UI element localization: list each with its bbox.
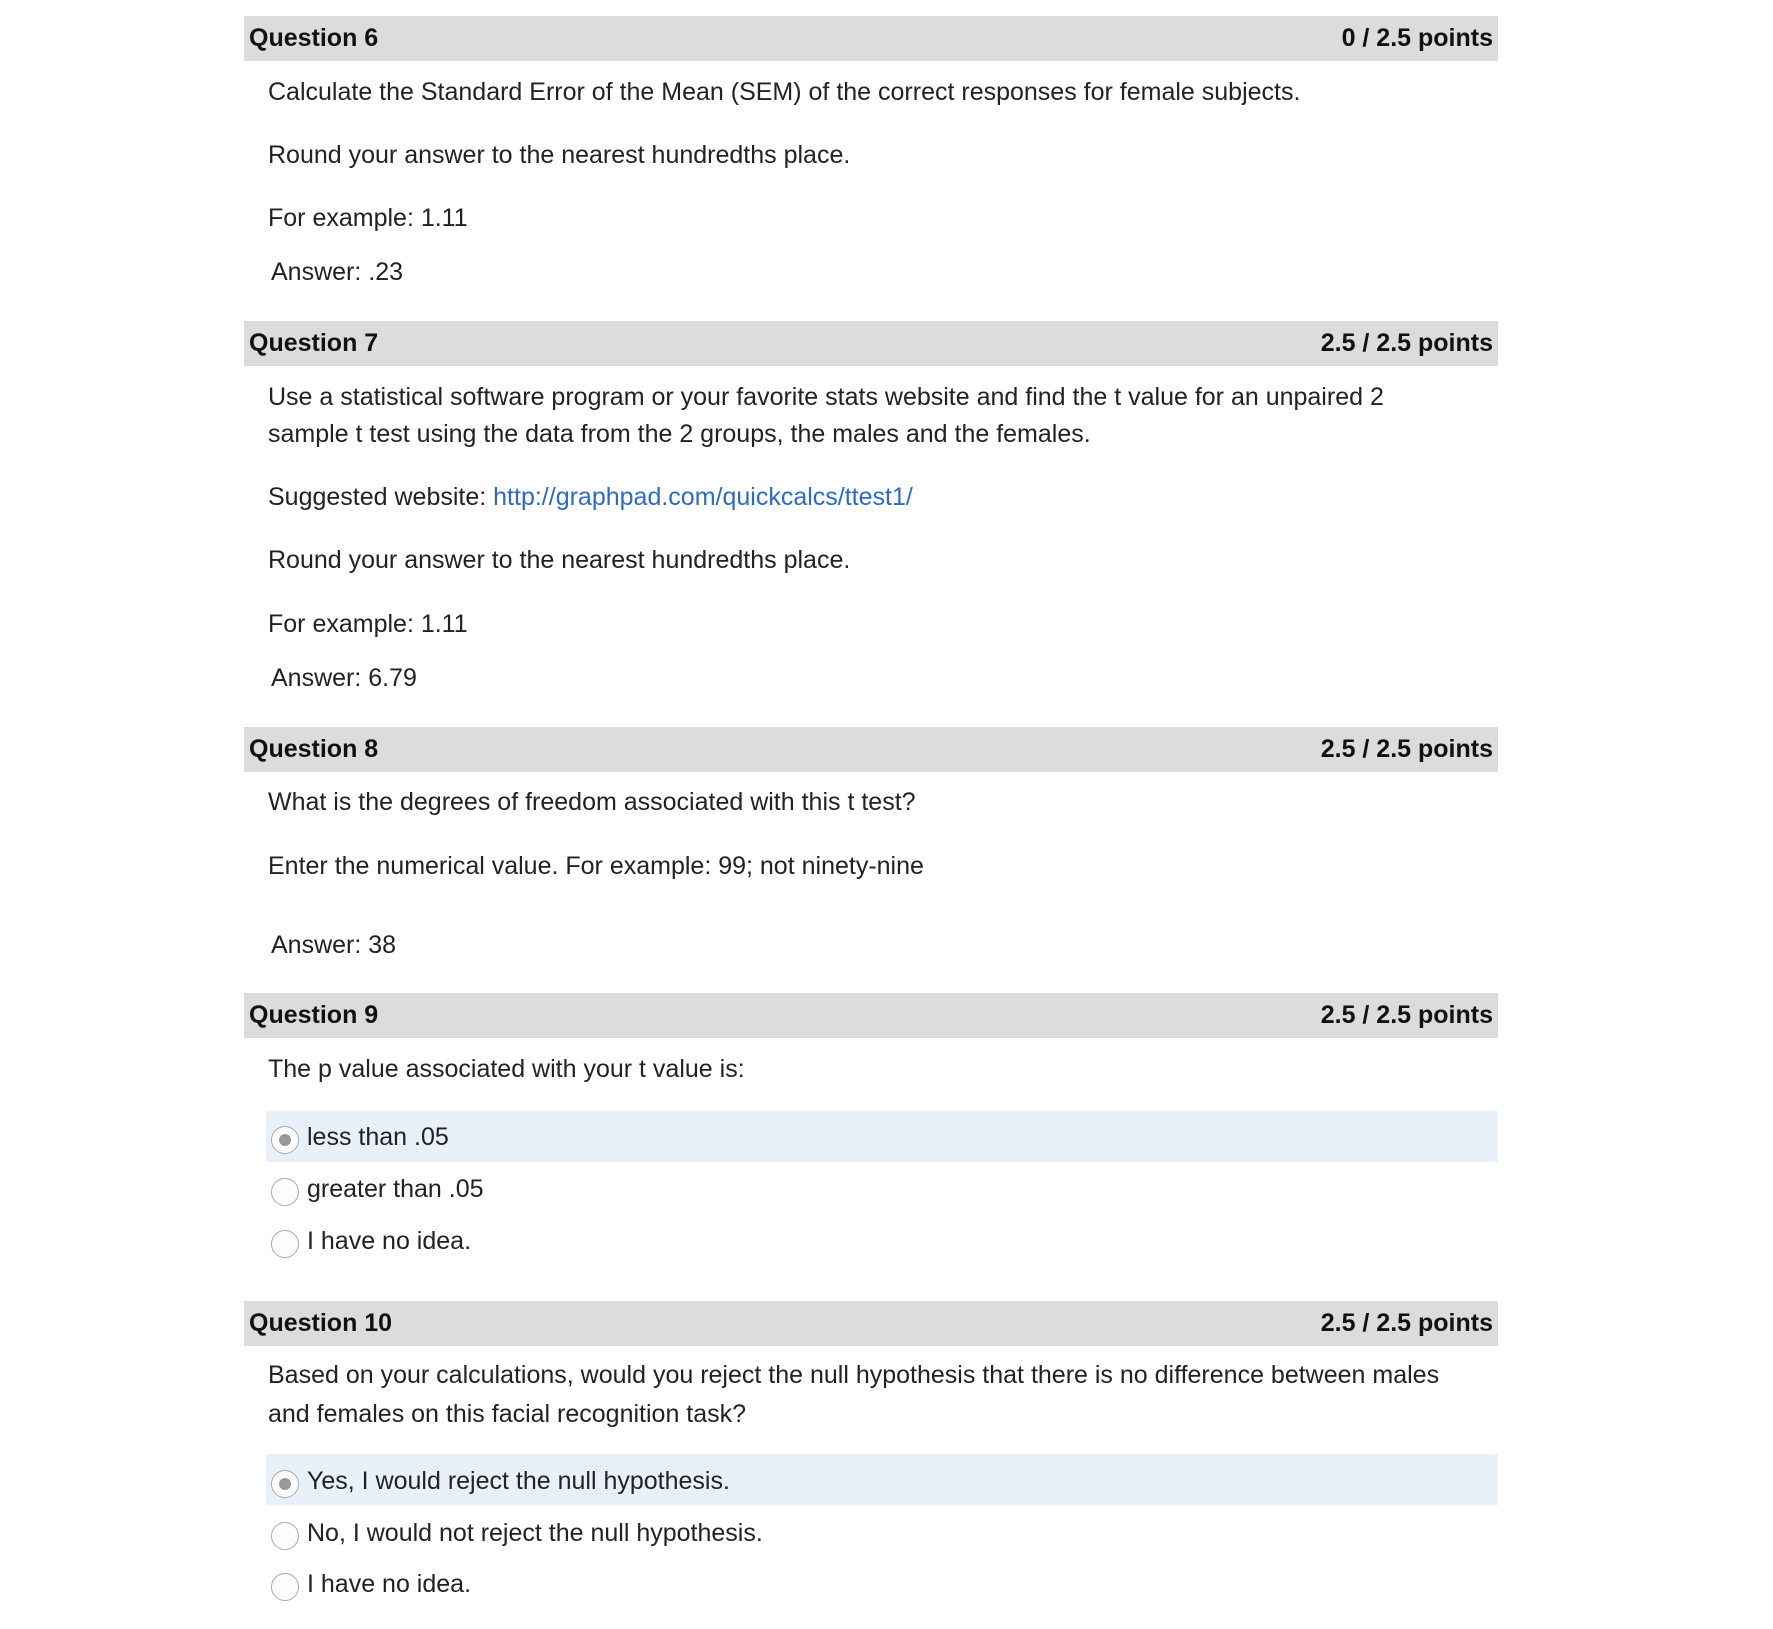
radio-icon[interactable] [271, 1573, 299, 1601]
question-text: and females on this facial recognition task? [268, 1400, 747, 1428]
question-8-header [244, 727, 1498, 772]
answer: Answer: 38 [271, 931, 397, 959]
option-label: Yes, I would reject the null hypothesis. [307, 1466, 730, 1495]
question-text: Enter the numerical value. For example: 99; not ninety-nine [268, 852, 924, 880]
answer: Answer: 6.79 [271, 664, 417, 692]
suggested-website [268, 479, 913, 515]
option-less-than-05[interactable] [271, 1119, 449, 1155]
question-text: For example: 1.11 [268, 610, 468, 638]
graphpad-link[interactable]: http://graphpad.com/quickcalcs/ttest1/ [493, 483, 913, 511]
question-9-header [244, 993, 1498, 1038]
option-label: I have no idea. [307, 1569, 472, 1598]
option-reject[interactable] [271, 1463, 730, 1499]
question-points: 2.5 / 2.5 points [1320, 329, 1493, 357]
option-no-idea[interactable] [271, 1566, 471, 1602]
option-not-reject[interactable] [271, 1515, 763, 1551]
radio-icon[interactable] [271, 1178, 299, 1206]
question-text: The p value associated with your t value is: [268, 1055, 745, 1083]
question-points: 2.5 / 2.5 points [1320, 1309, 1493, 1337]
radio-selected-icon[interactable] [271, 1470, 299, 1498]
question-text: Calculate the Standard Error of the Mean (SEM) of the correct responses for female subjects. [268, 78, 1301, 106]
option-label: less than .05 [307, 1122, 449, 1151]
question-points: 2.5 / 2.5 points [1320, 1001, 1493, 1029]
option-label: No, I would not reject the null hypothesis. [307, 1518, 763, 1547]
answer: Answer: .23 [271, 258, 404, 286]
question-title: Question 10 [249, 1309, 393, 1337]
question-10-header [244, 1301, 1498, 1346]
radio-icon[interactable] [271, 1230, 299, 1258]
radio-icon[interactable] [271, 1522, 299, 1550]
suggested-label: Suggested website: [268, 483, 494, 511]
question-text: Round your answer to the nearest hundredths place. [268, 141, 851, 169]
option-greater-than-05[interactable] [271, 1171, 484, 1207]
question-text: Round your answer to the nearest hundredths place. [268, 546, 851, 574]
radio-selected-icon[interactable] [271, 1126, 299, 1154]
option-no-idea[interactable] [271, 1223, 471, 1259]
question-7-header [244, 321, 1498, 366]
selected-option-highlight [266, 1111, 1498, 1162]
question-text: Based on your calculations, would you reject the null hypothesis that there is no difference between males [268, 1361, 1440, 1389]
question-text: Use a statistical software program or your favorite stats website and find the t value for an unpaired 2 [268, 383, 1384, 411]
question-text: For example: 1.11 [268, 204, 468, 232]
option-label: greater than .05 [307, 1174, 484, 1203]
question-6-header [244, 16, 1498, 61]
question-title: Question 9 [249, 1001, 379, 1029]
question-text: sample t test using the data from the 2 groups, the males and the females. [268, 420, 1091, 448]
question-text: What is the degrees of freedom associated with this t test? [268, 788, 916, 816]
question-title: Question 8 [249, 735, 379, 763]
option-label: I have no idea. [307, 1226, 472, 1255]
question-points: 0 / 2.5 points [1341, 24, 1493, 52]
question-title: Question 6 [249, 24, 379, 52]
question-title: Question 7 [249, 329, 379, 357]
question-points: 2.5 / 2.5 points [1320, 735, 1493, 763]
